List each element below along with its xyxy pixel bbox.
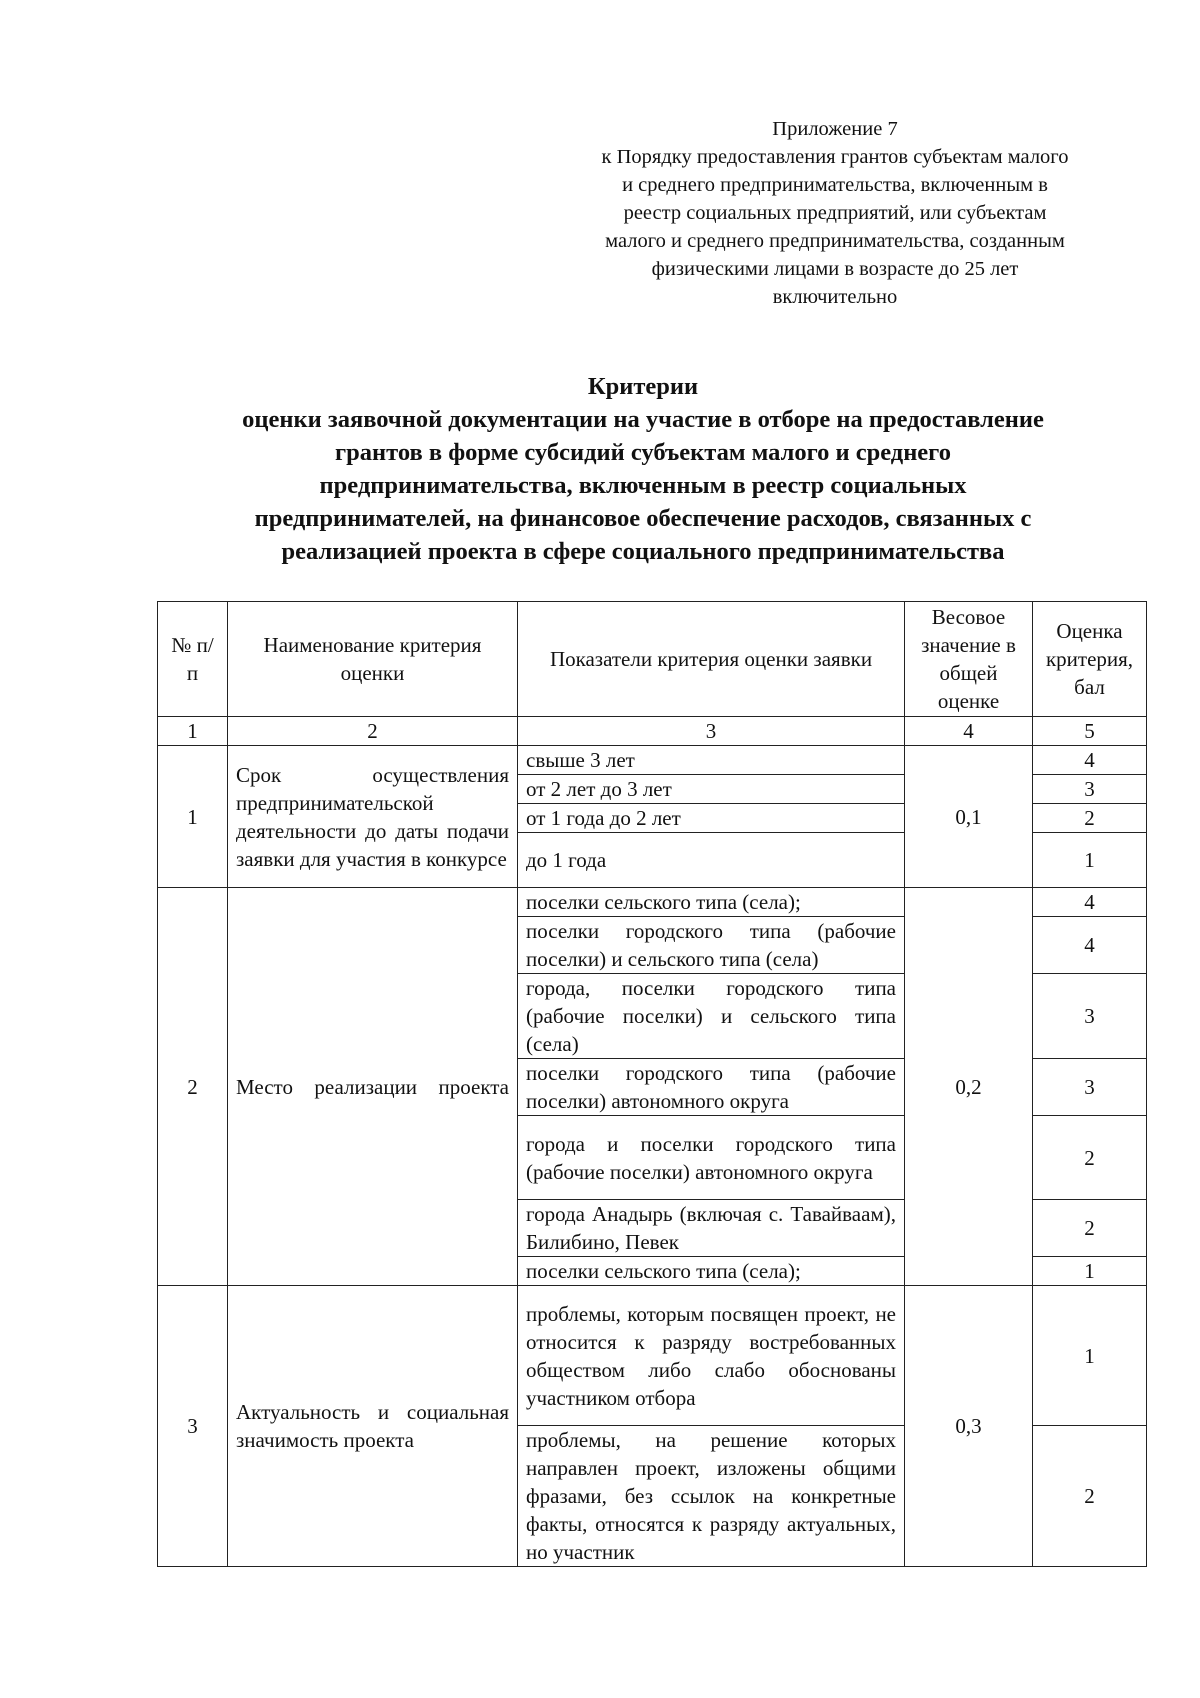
criterion-name: Актуальность и социальная значимость проекта	[228, 1286, 518, 1567]
criterion-num: 1	[158, 746, 228, 888]
indicator-text: свыше 3 лет	[518, 746, 905, 775]
header-score: Оценка критерия, бал	[1033, 602, 1147, 717]
criterion-weight: 0,2	[905, 888, 1033, 1286]
indicator-text: поселки сельского типа (села);	[518, 888, 905, 917]
indicator-text: города и поселки городского типа (рабочие поселки) автономного округа	[518, 1116, 905, 1200]
appendix-line: включительно	[772, 286, 898, 308]
column-number: 3	[518, 717, 905, 746]
indicator-score: 1	[1033, 1257, 1147, 1286]
title-line: Критерии	[587, 373, 699, 400]
criterion-name: Срок осуществления предпринимательской деятельности до даты подачи заявки для участия в конкурсе	[228, 746, 518, 888]
column-number-row	[158, 717, 1147, 746]
appendix-line: физическими лицами в возрасте до 25 лет	[651, 258, 1019, 280]
indicator-text: поселки городского типа (рабочие поселки) и сельского типа (села)	[518, 917, 905, 974]
title-line: оценки заявочной документации на участие в отборе на предоставление	[242, 406, 1044, 433]
indicator-score: 3	[1033, 775, 1147, 804]
criterion-weight: 0,1	[905, 746, 1033, 888]
criterion-name: Место реализации проекта	[228, 888, 518, 1286]
criteria-table	[157, 601, 1147, 1567]
table-header-row	[158, 602, 1147, 717]
indicator-text: проблемы, которым посвящен проект, не относится к разряду востребованных обществом либо слабо обоснованы участником отбора	[518, 1286, 905, 1426]
title-line: предпринимательства, включенным в реестр социальных	[319, 472, 967, 499]
indicator-score: 3	[1033, 974, 1147, 1059]
indicator-score: 2	[1033, 804, 1147, 833]
criterion-weight: 0,3	[905, 1286, 1033, 1567]
appendix-line: Приложение 7	[772, 118, 898, 140]
indicator-text: поселки городского типа (рабочие поселки) автономного округа	[518, 1059, 905, 1116]
criterion-num: 2	[158, 888, 228, 1286]
indicator-score: 2	[1033, 1426, 1147, 1567]
title-line: реализацией проекта в сфере социального предпринимательства	[281, 538, 1005, 565]
indicator-score: 1	[1033, 1286, 1147, 1426]
indicator-text: проблемы, на решение которых направлен проект, изложены общими фразами, без ссылок на конкретные факты, относятся к разряду актуальных, но участник	[518, 1426, 905, 1567]
header-indicators: Показатели критерия оценки заявки	[518, 602, 905, 717]
indicator-text: от 2 лет до 3 лет	[518, 775, 905, 804]
indicator-text: города Анадырь (включая с. Тавайваам), Билибино, Певек	[518, 1200, 905, 1257]
title-line: грантов в форме субсидий субъектам малого и среднего	[335, 439, 951, 466]
indicator-text: до 1 года	[518, 833, 905, 888]
indicator-score: 2	[1033, 1200, 1147, 1257]
header-weight: Весовое значение в общей оценке	[905, 602, 1033, 717]
header-num: № п/п	[158, 602, 228, 717]
appendix-header	[545, 115, 1125, 311]
indicator-score: 4	[1033, 917, 1147, 974]
indicator-text: от 1 года до 2 лет	[518, 804, 905, 833]
header-name: Наименование критерия оценки	[228, 602, 518, 717]
column-number: 2	[228, 717, 518, 746]
indicator-score: 1	[1033, 833, 1147, 888]
appendix-line: и среднего предпринимательства, включенным в	[622, 174, 1048, 196]
appendix-line: реестр социальных предприятий, или субъектам	[623, 202, 1047, 224]
column-number: 1	[158, 717, 228, 746]
indicator-text: города, поселки городского типа (рабочие поселки) и сельского типа (села)	[518, 974, 905, 1059]
indicator-score: 4	[1033, 746, 1147, 775]
indicator-score: 3	[1033, 1059, 1147, 1116]
table-row	[158, 1286, 1147, 1426]
title-line: предпринимателей, на финансовое обеспечение расходов, связанных с	[254, 505, 1032, 532]
table-row	[158, 888, 1147, 917]
column-number: 5	[1033, 717, 1147, 746]
indicator-score: 4	[1033, 888, 1147, 917]
criterion-num: 3	[158, 1286, 228, 1567]
indicator-text: поселки сельского типа (села);	[518, 1257, 905, 1286]
appendix-line: малого и среднего предпринимательства, созданным	[605, 230, 1065, 252]
table-row	[158, 746, 1147, 775]
appendix-line: к Порядку предоставления грантов субъектам малого	[601, 146, 1069, 168]
column-number: 4	[905, 717, 1033, 746]
document-title	[60, 370, 1200, 568]
indicator-score: 2	[1033, 1116, 1147, 1200]
